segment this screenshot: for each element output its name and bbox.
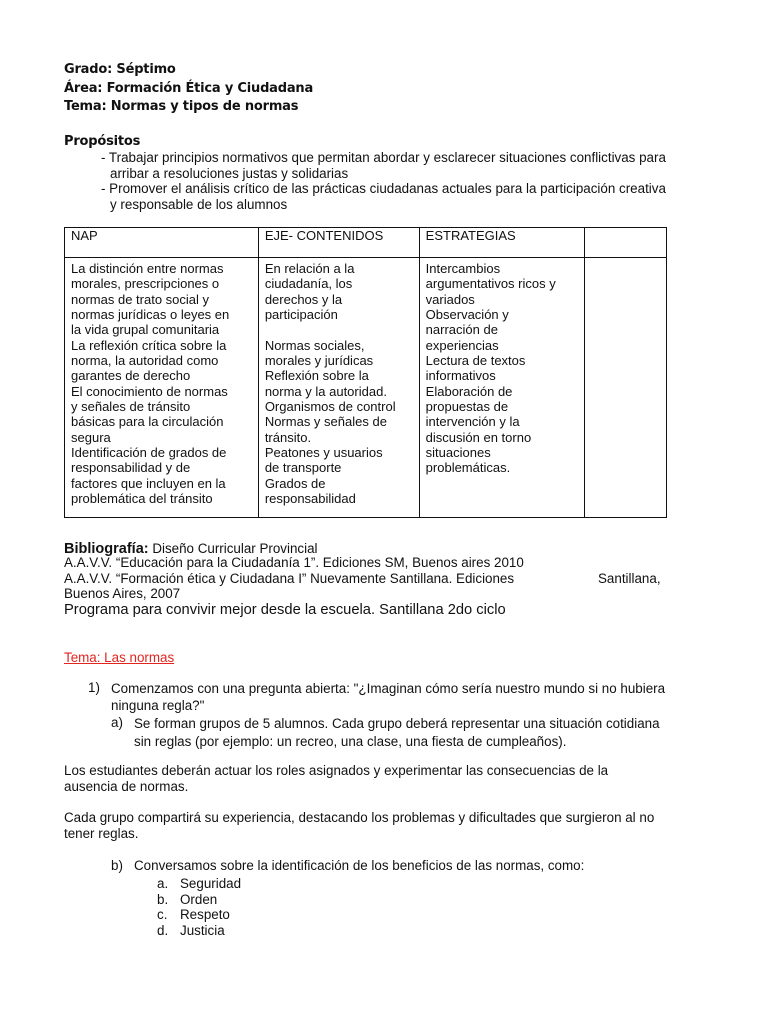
proposito-2-line-1: - Promover el análisis crítico de las prácticas ciudadanas actuales para la participación creativa — [101, 181, 666, 196]
propositos-title: Propósitos — [64, 134, 141, 149]
list-text: Respeto — [180, 907, 230, 922]
nap-line: y señales de tránsito — [71, 399, 191, 415]
eje-line: morales y jurídicas — [264, 353, 374, 369]
bib-ref-1: A.A.V.V. “Educación para la Ciudadanía 1”. Ediciones SM, Buenos aires 2010 — [64, 555, 524, 570]
nap-line: factores que incluyen en la — [71, 475, 226, 491]
list-marker: c. — [157, 907, 168, 922]
proposito-1 — [101, 150, 666, 181]
nap-line: La distinción entre normas — [71, 261, 224, 276]
eje-line: ciudadanía, los — [264, 276, 353, 292]
list-item — [157, 907, 241, 923]
estrategias-line: Elaboración de — [425, 383, 513, 399]
list-marker: a. — [157, 876, 169, 891]
list-text: Orden — [180, 891, 218, 907]
proposito-1-line-1: - Trabajar principios normativos que permitan abordar y esclarecer situaciones conflictivas para — [101, 150, 666, 165]
bib-ref-3: Programa para convivir mejor desde la escuela. Santillana 2do ciclo — [64, 602, 506, 618]
header-eje: EJE- CONTENIDOS — [258, 228, 419, 258]
estrategias-line: experiencias — [425, 337, 499, 353]
item-a-line-1: Se forman grupos de 5 alumnos. Cada grupo deberá representar una situación cotidiana — [134, 716, 660, 731]
item-a-line-2: sin reglas (por ejemplo: un recreo, una clase, una fiesta de cumpleaños). — [134, 734, 567, 749]
eje-line: Reflexión sobre la — [264, 368, 369, 384]
item-a-text — [134, 715, 660, 751]
estrategias-line: Lectura de textos — [425, 353, 526, 369]
list-marker: b. — [157, 891, 169, 907]
item-1-question-line-2: ninguna regla?" — [111, 698, 205, 713]
estrategias-line: propuestas de — [425, 399, 509, 415]
header-estrategias: ESTRATEGIAS — [419, 228, 585, 258]
list-text: Justicia — [180, 922, 225, 938]
eje-line: responsabilidad — [264, 491, 356, 507]
eje-line: participación — [264, 307, 338, 323]
paragraph-roles-line-2: ausencia de normas. — [64, 778, 189, 794]
nap-line: normas de trato social y — [71, 291, 210, 307]
item-a-marker: a) — [111, 715, 123, 730]
header-empty — [585, 228, 667, 258]
nap-line: norma, la autoridad como — [71, 353, 219, 369]
proposito-2 — [101, 181, 666, 212]
nap-line: El conocimiento de normas — [71, 383, 228, 399]
estrategias-line: problemáticas. — [425, 460, 511, 476]
eje-line-blank — [265, 322, 413, 337]
eje-line: En relación a la — [264, 261, 355, 276]
nap-line: la vida grupal comunitaria — [71, 322, 220, 338]
benefits-list — [157, 876, 241, 938]
estrategias-cell — [419, 258, 585, 518]
eje-cell — [258, 258, 419, 518]
nap-line: problemática del tránsito — [71, 491, 213, 507]
eje-line: tránsito. — [264, 429, 312, 445]
eje-line: Organismos de control — [264, 399, 396, 415]
eje-line: Normas sociales, — [264, 337, 365, 353]
nap-cell — [65, 258, 259, 518]
bib-ref-2a: A.A.V.V. “Formación ética y Ciudadana I” Nuevamente Santillana. Ediciones — [64, 571, 515, 586]
item-b-marker: b) — [111, 858, 123, 873]
paragraph-share — [64, 810, 654, 841]
contents-table — [64, 227, 667, 518]
eje-line: norma y la autoridad. — [264, 383, 387, 399]
eje-line: Grados de — [264, 475, 326, 491]
bib-ref-2b: Santillana, — [598, 571, 661, 586]
eje-line: de transporte — [264, 460, 342, 476]
nap-line: normas jurídicas o leyes en — [71, 307, 230, 323]
item-1-question-line-1: Comenzamos con una pregunta abierta: "¿Imaginan cómo sería nuestro mundo si no hubiera — [111, 681, 666, 696]
estrategias-line: narración de — [425, 322, 498, 338]
tema-line: Tema: Normas y tipos de normas — [64, 99, 299, 114]
estrategias-line: Observación y — [425, 307, 509, 323]
nap-line: Identificación de grados de — [71, 445, 227, 461]
list-marker: d. — [157, 922, 169, 938]
estrategias-line: argumentativos ricos y — [425, 276, 556, 292]
tema-las-normas: Tema: Las normas — [64, 650, 175, 665]
empty-cell — [585, 258, 667, 518]
eje-line: derechos y la — [264, 291, 343, 307]
bib-ref-2c: Buenos Aires, 2007 — [64, 586, 181, 601]
nap-line: responsabilidad y de — [71, 460, 191, 476]
nap-line: La reflexión crítica sobre la — [71, 337, 227, 353]
proposito-1-line-2: arribar a resoluciones justas y solidarias — [110, 165, 349, 181]
estrategias-line: intervención y la — [425, 414, 520, 430]
table-header-row — [65, 228, 667, 258]
estrategias-line: informativos — [425, 368, 496, 384]
item-b-text: Conversamos sobre la identificación de los beneficios de las normas, como: — [134, 858, 585, 873]
nap-line: morales, prescripciones o — [71, 276, 220, 292]
estrategias-line: discusión en torno — [425, 429, 532, 445]
paragraph-roles — [64, 763, 608, 794]
proposito-2-line-2: y responsable de los alumnos — [110, 196, 288, 212]
nap-line: garantes de derecho — [71, 368, 191, 384]
nap-line: segura — [71, 429, 111, 445]
paragraph-share-line-2: tener reglas. — [64, 825, 139, 841]
item-1-question — [111, 680, 665, 714]
list-item — [157, 876, 241, 892]
paragraph-roles-line-1: Los estudiantes deberán actuar los roles asignados y experimentar las consecuencias de la — [64, 763, 609, 778]
estrategias-line: variados — [425, 291, 475, 307]
list-item — [157, 892, 241, 908]
nap-line: básicas para la circulación — [71, 414, 224, 430]
table-row — [65, 258, 667, 518]
bibliografia-first: Diseño Curricular Provincial — [148, 541, 318, 556]
eje-line: Peatones y usuarios — [264, 445, 383, 461]
header-nap: NAP — [65, 228, 259, 258]
bibliografia-label: Bibliografía: — [64, 541, 149, 557]
list-text: Seguridad — [180, 876, 242, 891]
area-line: Área: Formación Ética y Ciudadana — [64, 81, 314, 96]
grado-line: Grado: Séptimo — [64, 62, 176, 77]
list-item — [157, 923, 241, 939]
estrategias-line: situaciones — [425, 445, 491, 461]
estrategias-line: Intercambios — [425, 261, 501, 276]
eje-line: Normas y señales de — [264, 414, 387, 430]
item-1-number: 1) — [88, 680, 100, 695]
paragraph-share-line-1: Cada grupo compartirá su experiencia, destacando los problemas y dificultades que surgieron al no — [64, 810, 655, 825]
